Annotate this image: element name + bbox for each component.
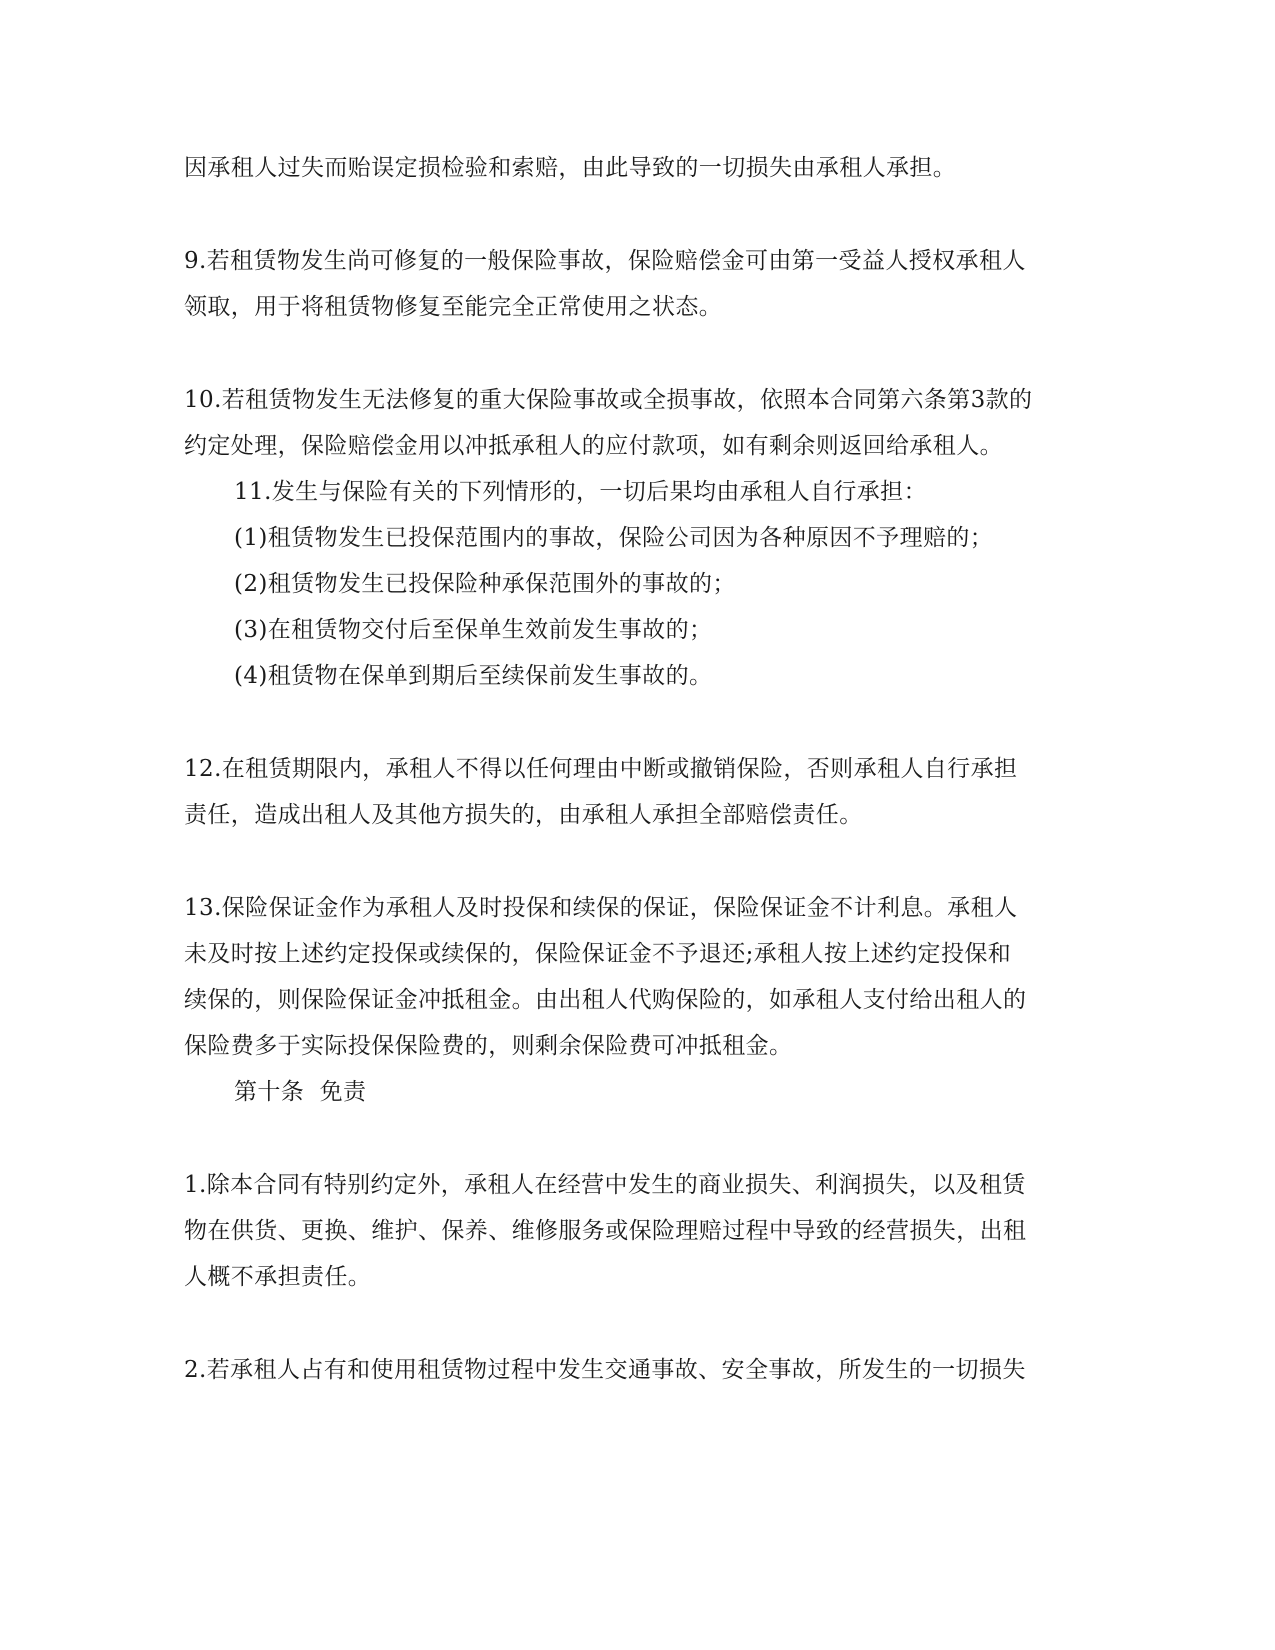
text-line: 未及时按上述约定投保或续保的，保险保证金不予退还;承租人按上述约定投保和 — [184, 941, 1012, 967]
text-line: 12.在租赁期限内，承租人不得以任何理由中断或撤销保险，否则承租人自行承担 — [184, 756, 1018, 782]
text-line: 11.发生与保险有关的下列情形的，一切后果均由承租人自行承担： — [234, 479, 927, 505]
text-line: 1.除本合同有特别约定外，承租人在经营中发生的商业损失、利润损失，以及租赁 — [184, 1172, 1026, 1198]
text-line: 续保的，则保险保证金冲抵租金。由出租人代购保险的，如承租人支付给出租人的 — [184, 987, 1027, 1013]
section-heading: 第十条 免责 — [234, 1079, 367, 1105]
text-line: 责任，造成出租人及其他方损失的，由承租人承担全部赔偿责任。 — [184, 802, 863, 828]
text-line: 9.若租赁物发生尚可修复的一般保险事故，保险赔偿金可由第一受益人授权承租人 — [184, 248, 1026, 274]
text-line: 13.保险保证金作为承租人及时投保和续保的保证，保险保证金不计利息。承租人 — [184, 895, 1018, 921]
text-line: 约定处理，保险赔偿金用以冲抵承租人的应付款项，如有剩余则返回给承租人。 — [184, 433, 1003, 459]
text-line: 因承租人过失而贻误定损检验和索赔，由此导致的一切损失由承租人承担。 — [184, 155, 957, 181]
text-line: 领取，用于将租赁物修复至能完全正常使用之状态。 — [184, 294, 723, 320]
text-line: (4)租赁物在保单到期后至续保前发生事故的。 — [234, 663, 713, 689]
text-line: 物在供货、更换、维护、保养、维修服务或保险理赔过程中导致的经营损失，出租 — [184, 1218, 1027, 1244]
text-line: (1)租赁物发生已投保范围内的事故，保险公司因为各种原因不予理赔的； — [234, 525, 994, 551]
text-line: (3)在租赁物交付后至保单生效前发生事故的； — [234, 617, 713, 643]
text-line: 人概不承担责任。 — [184, 1264, 372, 1290]
text-line: 2.若承租人占有和使用租赁物过程中发生交通事故、安全事故，所发生的一切损失 — [184, 1357, 1026, 1383]
text-line: 保险费多于实际投保保险费的，则剩余保险费可冲抵租金。 — [184, 1033, 793, 1059]
text-line: 10.若租赁物发生无法修复的重大保险事故或全损事故，依照本合同第六条第3款的 — [184, 387, 1033, 413]
text-line: (2)租赁物发生已投保险种承保范围外的事故的； — [234, 571, 736, 597]
